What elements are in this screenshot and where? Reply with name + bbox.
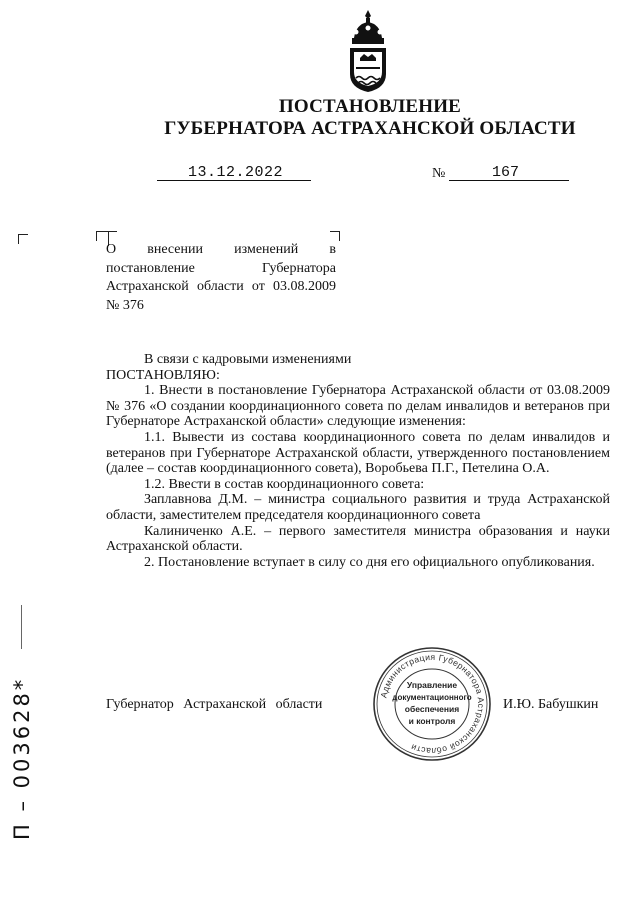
paragraph-1-1: 1.1. Вывести из состава координационного совета по делам инвалидов и ветеранов при Губернаторе Астраханской области, утвержденного постановлением (далее – состав координационного совета), Воробьева П.Г., Петелина О.А. (106, 429, 610, 477)
margin-line (21, 605, 22, 649)
document-body (106, 352, 610, 570)
stamp-line-2: документационного (392, 693, 472, 702)
number-underline (449, 180, 569, 181)
corner-mark (330, 231, 340, 241)
preamble: В связи с кадровыми изменениями (144, 352, 352, 367)
corner-mark (18, 234, 28, 244)
stamp-line-3: обеспечения (404, 704, 460, 714)
stamp-line-1: Управление (406, 680, 458, 690)
paragraph-2: 2. Постановление вступает в силу со дня его официального опубликования. (144, 554, 595, 570)
number-sign: № (432, 166, 446, 181)
date-underline (157, 180, 311, 181)
paragraph-appointee-1: Заплавнова Д.М. – министра социального развития и труда Астраханской области, заместителем председателя координационного совета (106, 492, 610, 523)
form-serial-number: П – 003628* (10, 676, 34, 840)
document-subject: О внесении изменений в постановление Губернатора Астраханской области от 03.08.2009 № 376 (106, 242, 336, 313)
paragraph-appointee-2: Калиниченко А.Е. – первого заместителя министра образования и науки Астраханской области. (106, 523, 610, 555)
signatory-name: И.Ю. Бабушкин (503, 697, 599, 712)
document-type-title: ПОСТАНОВЛЕНИЕ (278, 96, 462, 117)
official-stamp (372, 646, 492, 762)
stamp-ring-text: Администрация Губернатора Астраханской области (378, 651, 487, 757)
coat-of-arms-icon (342, 8, 394, 94)
resolution-word: ПОСТАНОВЛЯЮ: (106, 367, 220, 383)
document-number: 167 (492, 164, 520, 181)
paragraph-1: 1. Внести в постановление Губернатора Астраханской области от 03.08.2009 № 376 «О создании координационного совета по делам инвалидов и ветеранов при Губернаторе Астраханской области» следующие изменения: (106, 383, 610, 430)
issuer-title: ГУБЕРНАТОРА АСТРАХАНСКОЙ ОБЛАСТИ (164, 118, 576, 139)
document-date: 13.12.2022 (188, 164, 284, 181)
paragraph-1-2: 1.2. Ввести в состав координационного совета: (144, 476, 425, 492)
stamp-line-4: и контроля (408, 716, 456, 726)
signatory-position: Губернатор Астраханской области (106, 697, 323, 712)
